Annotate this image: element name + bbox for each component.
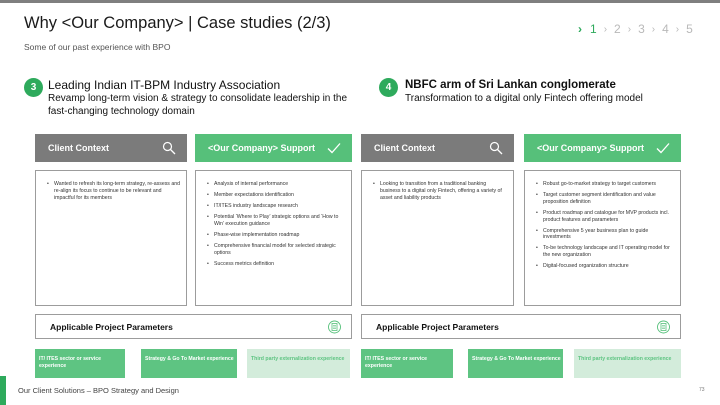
- project-parameters-label: Applicable Project Parameters: [50, 322, 173, 332]
- list-item: • Digital-focused organization structure: [543, 263, 674, 270]
- footer-accent-bar: [0, 376, 6, 405]
- parameter-tag-third-party: Third party externalization experience: [574, 349, 681, 378]
- list-item: • Comprehensive 5 year business plan to guide investments: [543, 228, 674, 242]
- list-item: • Success metrics definition: [214, 261, 345, 268]
- list-item: • Potential ‘Where to Play’ strategic options and ‘How to Win’ execution guidance: [214, 214, 345, 228]
- chevron-right-icon: ›: [578, 22, 582, 36]
- parameter-tag-strategy-gtm: Strategy & Go To Market experience: [468, 349, 563, 378]
- list-item: • IT/ITES industry landscape research: [214, 203, 345, 210]
- parameter-tag-strategy-gtm: Strategy & Go To Market experience: [141, 349, 237, 378]
- client-context-list: [362, 171, 513, 201]
- search-icon: [489, 141, 503, 155]
- document-icon: [328, 320, 341, 334]
- list-item: • Robust go-to-market strategy to target customers: [543, 181, 674, 188]
- pager-item-5[interactable]: 5: [686, 22, 693, 36]
- footer-text: Our Client Solutions – BPO Strategy and Design: [18, 386, 179, 395]
- list-item: • Member expectations identification: [214, 192, 345, 199]
- support-header: [524, 134, 681, 162]
- project-parameters-bar: [35, 314, 352, 339]
- list-item: • Analysis of internal performance: [214, 181, 345, 188]
- check-icon: [656, 141, 670, 155]
- pager-separator: ›: [603, 23, 608, 35]
- pager-item-2[interactable]: 2: [614, 22, 621, 36]
- project-parameters-label: Applicable Project Parameters: [376, 322, 499, 332]
- parameter-tag-it-ites: IT/ ITES sector or service experience: [361, 349, 453, 378]
- client-context-box: [35, 170, 187, 306]
- search-icon: [162, 141, 176, 155]
- client-context-header: [35, 134, 187, 162]
- parameter-tag-third-party: Third party externalization experience: [247, 349, 350, 378]
- list-item: • To-be technology landscape and IT operating model for the new organization: [543, 245, 674, 259]
- pager-separator: ›: [651, 23, 656, 35]
- support-box: [524, 170, 681, 306]
- list-item: • Looking to transition from a traditional banking business to a digital only Fintech, offering a variety of asset and liability products: [380, 181, 507, 201]
- list-item: • Target customer segment identification and value proposition definition: [543, 192, 674, 206]
- pager-separator: ›: [627, 23, 632, 35]
- project-parameters-bar: [361, 314, 681, 339]
- client-context-box: [361, 170, 514, 306]
- pager-item-3[interactable]: 3: [638, 22, 645, 36]
- support-label: <Our Company> Support: [208, 143, 316, 153]
- page-title: Why <Our Company> | Case studies (2/3): [24, 14, 331, 32]
- case-number-badge: 4: [379, 78, 398, 97]
- list-item: • Wanted to refresh its long-term strategy, re-assess and re-align its focus to continue to be relevant and impactful for its members: [54, 181, 180, 201]
- pager-separator: ›: [675, 23, 680, 35]
- page-number: 73: [699, 387, 705, 393]
- list-item: • Comprehensive financial model for selected strategic options: [214, 243, 345, 257]
- document-icon: [657, 320, 670, 334]
- parameter-tag-it-ites: IT/ ITES sector or service experience: [35, 349, 125, 378]
- pager-item-current[interactable]: 1: [590, 22, 597, 36]
- list-item: • Product roadmap and catalogue for MVP products incl. product features and parameters: [543, 210, 674, 224]
- support-header: [195, 134, 352, 162]
- page-subtitle: Some of our past experience with BPO: [24, 42, 171, 52]
- client-context-label: Client Context: [48, 143, 110, 153]
- support-label: <Our Company> Support: [537, 143, 645, 153]
- support-box: [195, 170, 352, 306]
- client-context-label: Client Context: [374, 143, 436, 153]
- list-item: • Phase-wise implementation roadmap: [214, 232, 345, 239]
- case-number-badge: 3: [24, 78, 43, 97]
- case-subtitle: Revamp long-term vision & strategy to consolidate leadership in the fast-changing technology domain: [48, 93, 348, 117]
- top-rule: [0, 0, 720, 3]
- support-list: [525, 171, 680, 270]
- client-context-header: [361, 134, 514, 162]
- case-subtitle: Transformation to a digital only Fintech offering model: [405, 93, 643, 104]
- slide-pager: [578, 22, 700, 36]
- client-context-list: [36, 171, 186, 201]
- case-title: NBFC arm of Sri Lankan conglomerate: [405, 79, 616, 91]
- check-icon: [327, 141, 341, 155]
- case-title: Leading Indian IT-BPM Industry Association: [48, 78, 281, 92]
- pager-item-4[interactable]: 4: [662, 22, 669, 36]
- support-list: [196, 171, 351, 267]
